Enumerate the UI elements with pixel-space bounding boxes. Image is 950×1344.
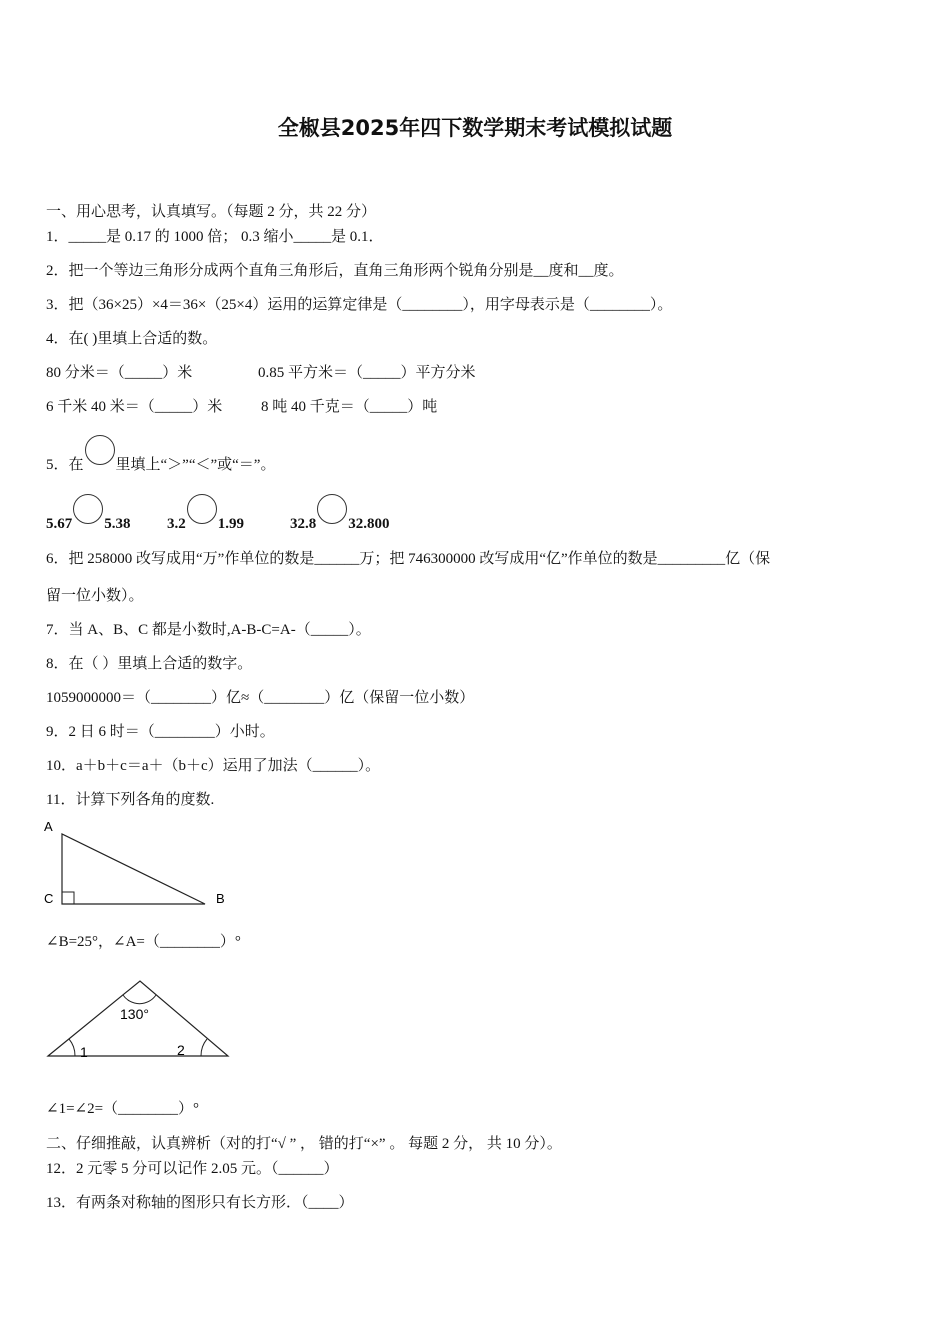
compare-circle[interactable] — [73, 494, 103, 524]
angle-2-arc — [201, 1039, 207, 1056]
question-4b: 0.85 平方米＝（_____）平方分米 — [258, 365, 476, 381]
page-title: 全椒县2025年四下数学期末考试模拟试题 — [277, 116, 673, 140]
compare-circle — [85, 435, 115, 465]
question-4c: 6 千米 40 米＝（_____）米 — [46, 399, 223, 415]
compare-right: 1.99 — [217, 516, 244, 532]
compare-left: 5.67 — [46, 516, 73, 532]
question-4a: 80 分米＝（_____）米 — [46, 365, 193, 381]
triangle-shape — [62, 834, 205, 904]
question-11: 11．计算下列各角的度数. — [46, 792, 215, 808]
vertex-a-label: A — [44, 819, 53, 834]
top-angle-arc — [123, 995, 156, 1004]
question-4d: 8 吨 40 千克＝（_____）吨 — [261, 399, 438, 415]
compare-circle[interactable] — [187, 494, 217, 524]
right-triangle-figure — [40, 814, 240, 914]
angle-2-label: 2 — [177, 1042, 185, 1058]
question-8a: 1059000000＝（________）亿≈（________）亿（保留一位小数） — [46, 690, 475, 706]
compare-circle[interactable] — [317, 494, 347, 524]
question-1: 1．_____是 0.17 的 1000 倍； 0.3 缩小_____是 0.1． — [46, 229, 384, 245]
question-11b: ∠1=∠2=（________）° — [46, 1101, 200, 1117]
question-11a: ∠B=25°，∠A=（________）° — [46, 934, 241, 950]
question-6: 6．把 258000 改写成用“万”作单位的数是______万；把 746300000 改写成用“亿”作单位的数是_________亿（保 — [46, 551, 771, 567]
question-12: 12．2 元零 5 分可以记作 2.05 元。（______） — [46, 1161, 339, 1177]
question-5-prefix: 5．在 — [46, 457, 84, 473]
compare-row — [46, 502, 131, 534]
question-2: 2．把一个等边三角形分成两个直角三角形后，直角三角形两个锐角分别是__度和__度。 — [46, 263, 624, 279]
compare-right: 32.800 — [348, 516, 390, 532]
angle-1-label: 1 — [80, 1044, 88, 1060]
vertex-b-label: B — [216, 891, 225, 906]
section-1-heading: 一、用心思考，认真填写。（每题 2 分，共 22 分） — [46, 204, 377, 220]
compare-left: 32.8 — [290, 516, 317, 532]
question-4: 4．在( )里填上合适的数。 — [46, 331, 218, 347]
question-7: 7．当 A、B、C 都是小数时,A-B-C=A-（_____）。 — [46, 622, 371, 638]
obtuse-triangle-figure — [44, 975, 234, 1065]
question-8: 8．在（ ）里填上合适的数字。 — [46, 656, 253, 672]
compare-right: 5.38 — [104, 516, 131, 532]
right-angle-mark — [62, 892, 74, 904]
section-2-heading: 二、仔细推敲，认真辨析（对的打“√ ” ， 错的打“×” 。 每题 2 分， 共 10 分）。 — [46, 1136, 562, 1152]
top-angle-label: 130° — [120, 1006, 149, 1022]
compare-row — [167, 502, 244, 534]
compare-row — [290, 502, 390, 534]
question-10: 10．a＋b＋c＝a＋（b＋c）运用了加法（______）。 — [46, 758, 381, 774]
question-6-cont: 留一位小数）。 — [46, 588, 144, 604]
question-9: 9．2 日 6 时＝（________）小时。 — [46, 724, 275, 740]
question-3: 3．把（36×25）×4＝36×（25×4）运用的运算定律是（________），用字母表示是（________）。 — [46, 297, 673, 313]
question-13: 13．有两条对称轴的图形只有长方形．（____） — [46, 1195, 354, 1211]
compare-left: 3.2 — [167, 516, 186, 532]
question-5 — [46, 443, 275, 475]
vertex-c-label: C — [44, 891, 54, 906]
angle-1-arc — [69, 1039, 75, 1056]
question-5-suffix: 里填上“＞”“＜”或“＝”。 — [115, 457, 276, 473]
